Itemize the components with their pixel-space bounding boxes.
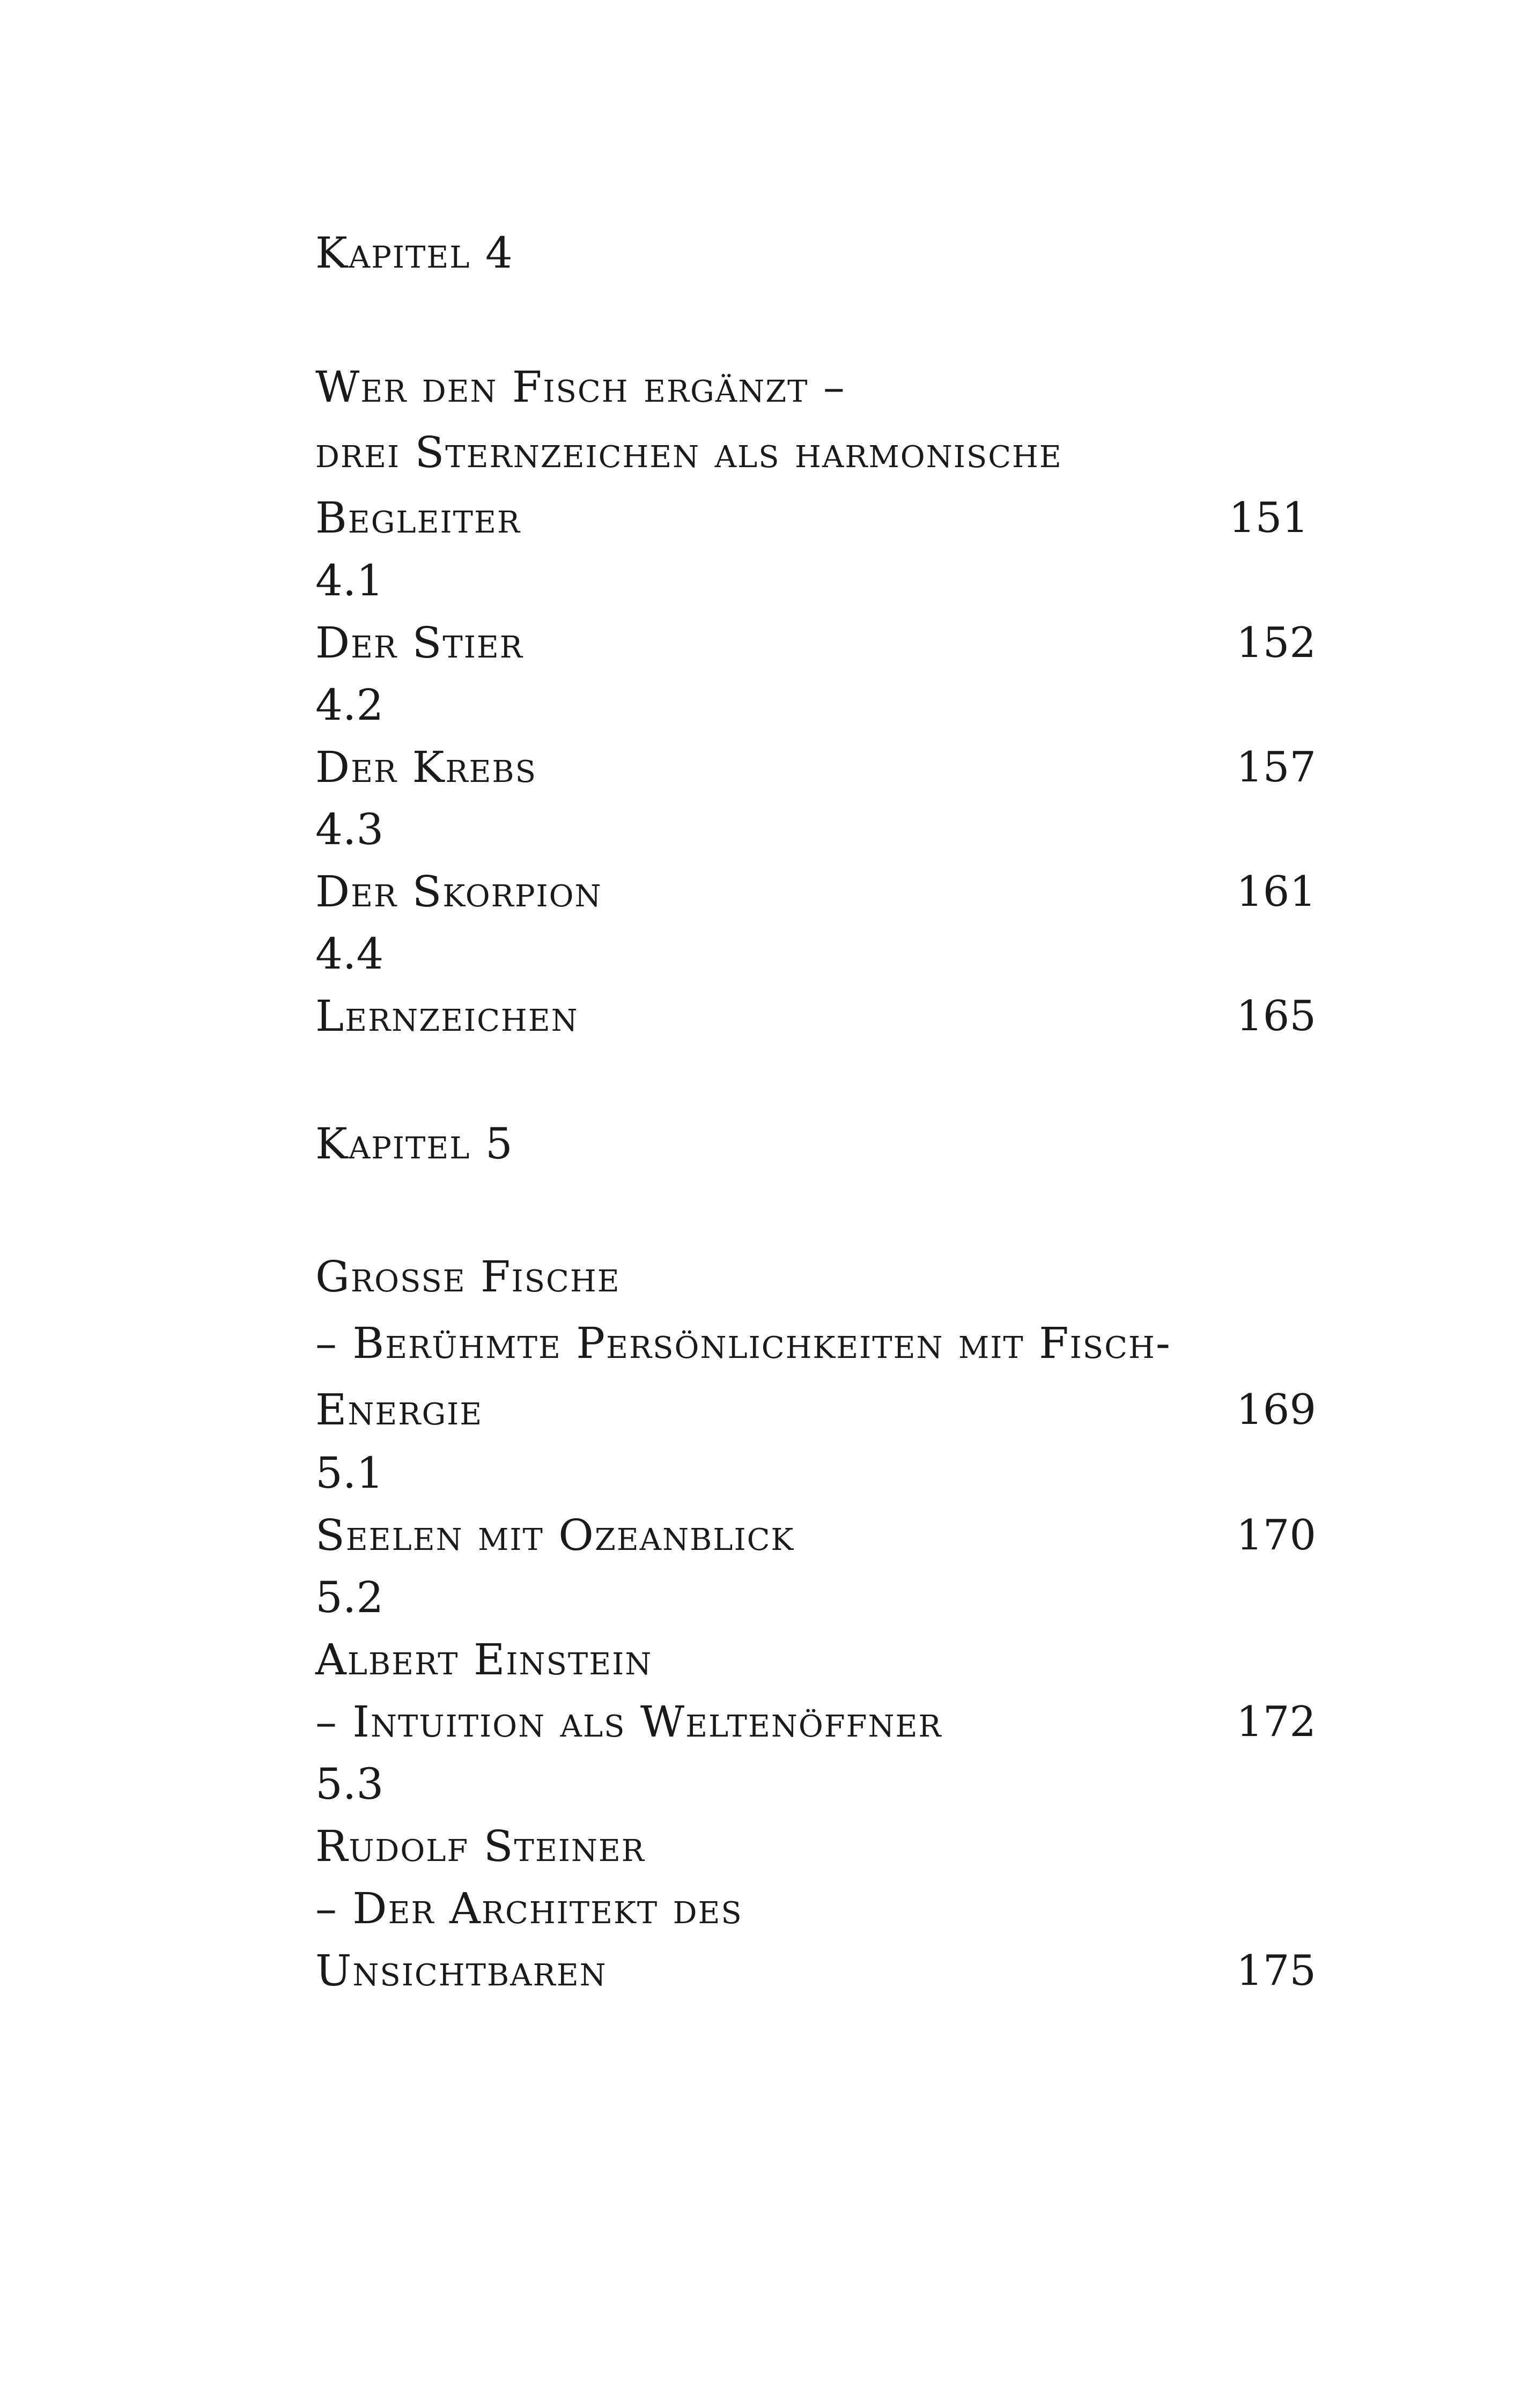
section-subtitle: – Intuition als Weltenöffner [315, 1697, 942, 1747]
chapter-5-title-line-3: Energie [315, 1385, 483, 1435]
section-subtitle: – Der Architekt des [315, 1883, 743, 1933]
section-title: Albert Einstein [315, 1635, 653, 1685]
section-number: 5.2 [315, 1572, 384, 1622]
section-page-number: 170 [1236, 1511, 1316, 1560]
chapter-4-title-line-2: drei Sternzeichen als harmonische [315, 427, 1062, 477]
section-title: Seelen mit Ozeanblick [315, 1510, 795, 1560]
section-number: 4.2 [315, 680, 384, 730]
section-number: 4.4 [315, 929, 384, 979]
section-title: Der Krebs [315, 742, 537, 792]
section-page-number: 175 [1236, 1947, 1316, 1995]
chapter-4-title-line-3: Begleiter [315, 493, 521, 543]
section-title: Rudolf Steiner [315, 1821, 645, 1871]
chapter-5-heading: Kapitel 5 [315, 1119, 514, 1169]
chapter-4-heading: Kapitel 4 [315, 228, 514, 278]
section-subtitle: Unsichtbaren [315, 1946, 607, 1996]
chapter-4-page-number: 151 [1229, 494, 1309, 542]
chapter-5-title-line-1: Grosse Fische [315, 1252, 621, 1302]
chapter-4-title-line-1: Wer den Fisch ergänzt – [315, 362, 846, 412]
section-page-number: 152 [1236, 619, 1316, 667]
section-page-number: 161 [1236, 868, 1316, 916]
section-number: 5.3 [315, 1759, 384, 1809]
section-number: 5.1 [315, 1448, 384, 1498]
section-title: Der Stier [315, 618, 523, 668]
section-page-number: 157 [1236, 743, 1316, 792]
section-number: 4.3 [315, 804, 384, 854]
section-number: 4.1 [315, 556, 384, 605]
chapter-5-page-number: 169 [1236, 1386, 1316, 1434]
section-title: Lernzeichen [315, 991, 579, 1041]
section-page-number: 172 [1236, 1698, 1316, 1746]
section-title: Der Skorpion [315, 867, 602, 917]
chapter-5-title-line-2: – Berühmte Persönlichkeiten mit Fisch- [315, 1318, 1171, 1368]
section-page-number: 165 [1236, 992, 1316, 1040]
